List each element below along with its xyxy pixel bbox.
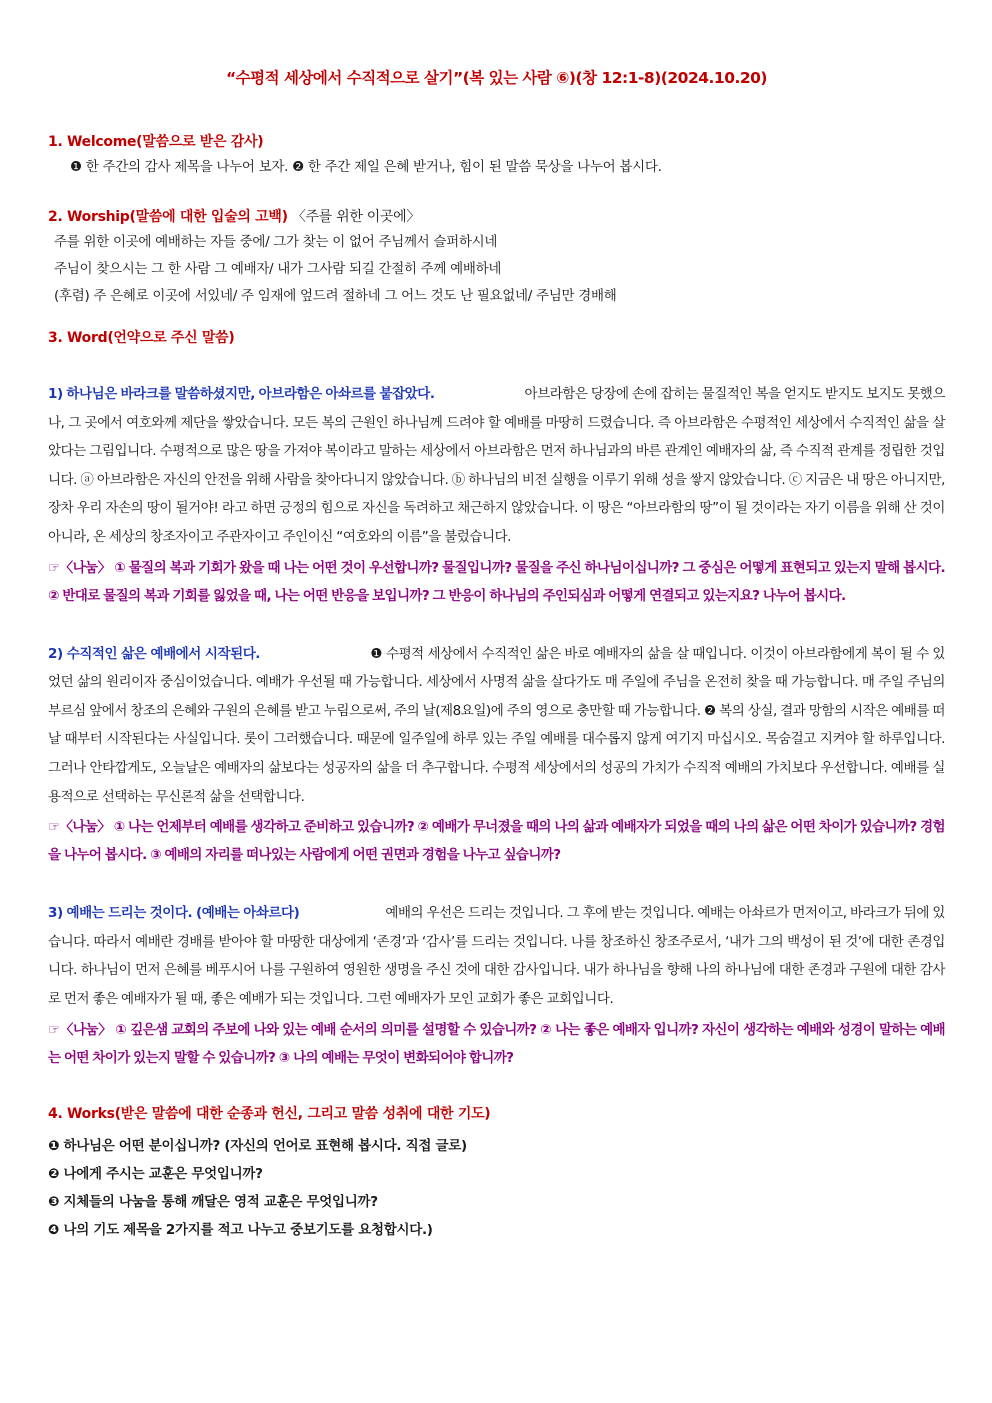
worship-lyric-line: 주를 위한 이곳에 예배하는 자들 중에/ 그가 찾는 이 없어 주님께서 슬퍼하시네 [54, 234, 498, 250]
works-item: ❷ 나에게 주시는 교훈은 무엇입니까? [48, 1165, 263, 1182]
point-paragraph [48, 899, 945, 1013]
word-point-2 [48, 640, 945, 870]
worship-lyric-line: (후렴) 주 은혜로 이곳에 서있네/ 주 임재에 엎드려 절하네 그 어느 것도 난 필요없네/ 주님만 경배해 [54, 288, 617, 304]
works-section [48, 1102, 945, 1244]
welcome-heading: 1. Welcome(말씀으로 받은 감사) [48, 134, 264, 150]
word-point-1 [48, 380, 945, 610]
works-item: ❶ 하나님은 어떤 분이십니까? (자신의 언어로 표현해 봅시다. 직접 글로) [48, 1137, 467, 1154]
works-item: ❸ 지체들의 나눔을 통해 깨달은 영적 교훈은 무엇입니까? [48, 1193, 378, 1210]
share-questions: ☞〈나눔〉 ① 물질의 복과 기회가 왔을 때 나는 어떤 것이 우선합니까? 물질입니까? 물질을 주신 하나님이십니까? 그 중심은 어떻게 표현되고 있는지 말해 봅시다. ② 반대로 물질의 복과 기회를 잃었을 때, 나는 어떤 반응을 보입니까? 그 반응이 하나님의 주인되심과 어떻게 연결되고 있는지요? 나누어 봅시다. [48, 559, 945, 604]
share-questions: ☞〈나눔〉 ① 나는 언제부터 예배를 생각하고 준비하고 있습니까? ② 예배가 무너졌을 때의 나의 삶과 예배자가 되었을 때의 나의 삶은 어떤 차이가 있습니까? 경험을 나누어 봅시다. ③ 예배의 자리를 떠나있는 사람에게 어떤 권면과 경험을 나누고 싶습니까? [48, 819, 945, 864]
point-paragraph [48, 380, 945, 552]
works-item: ❹ 나의 기도 제목을 2가지를 적고 나누고 중보기도를 요청합시다.) [48, 1221, 433, 1238]
point-subtitle: 2) 수직적인 삶은 예배에서 시작된다. [48, 645, 260, 662]
point-body: 아브라함은 당장에 손에 잡히는 물질적인 복을 얻지도 받지도 보지도 못했으나, 그 곳에서 여호와께 제단을 쌓았습니다. 모든 복의 근원인 하나님께 드려야 할 예배를 마땅히 드렸습니다. 즉 아브라함은 수평적인 세상에서 수직적인 삶을 살았다는 그림입니다. 수평적으로 많은 땅을 가져야 복이라고 말하는 세상에서 아브라함은 먼저 하나님과의 바른 관계인 예배자의 삶, 즉 수직적 관계를 정립한 것입니다. ⓐ 아브라함은 자신의 안전을 위해 사람을 찾아다니지 않았습니다. ⓑ 하나님의 비전 실행을 이루기 위해 성을 쌓지 않았습니다. ⓒ 지금은 내 땅은 아니지만, 장차 우리 자손의 땅이 될거야! 라고 하면 긍정의 힘으로 자신을 독려하고 채근하지 않았습니다. 이 땅은 “아브라함의 땅”이 될 것이라는 자기 이름을 위해 산 것이 아니라, 온 세상의 창조자이고 주관자이고 주인이신 “여호와의 이름”을 불렀습니다. [48, 386, 945, 545]
point-body: ❶ 수평적 세상에서 수직적인 삶은 바로 예배자의 삶을 살 때입니다. 이것이 아브라함에게 복이 될 수 있었던 삶의 원리이자 중심이었습니다. 예배가 우선될 때 가능합니다. 세상에서 사명적 삶을 살다가도 매 주일에 주님을 온전히 찾을 때 가능합니다. 매 주일 주님의 부르심 앞에서 창조의 은혜와 구원의 은혜를 받고 누림으로써, 주의 날(제8요일)에 주의 영으로 충만할 때 가능합니다. ❷ 복의 상실, 결과 망함의 시작은 예배를 떠날 때부터 시작된다는 사실입니다. 롯이 그러했습니다. 때문에 일주일에 하루 있는 주일 예배를 대수롭지 않게 여기지 마십시오. 목숨걸고 지켜야 할 하루입니다. 그러나 안타깝게도, 오늘날은 예배자의 삶보다는 성공자의 삶을 더 추구합니다. 수평적 세상에서의 성공의 가치가 수직적 예배의 가치보다 우선합니다. 예배를 실용적으로 선택하는 무신론적 삶을 선택합니다. [48, 645, 945, 805]
worship-heading [48, 205, 945, 229]
share-questions: ☞〈나눔〉 ① 깊은샘 교회의 주보에 나와 있는 예배 순서의 의미를 설명할 수 있습니까? ② 나는 좋은 예배자 입니까? 자신이 생각하는 예배와 성경이 말하는 예배는 어떤 차이가 있는지 말할 수 있습니까? ③ 나의 예배는 무엇이 변화되어야 합니까? [48, 1021, 945, 1066]
point-subtitle: 3) 예배는 드리는 것이다. (예배는 아솨르다) [48, 905, 300, 922]
point-paragraph [48, 640, 945, 812]
word-section [48, 326, 945, 1072]
works-heading: 4. Works(받은 말씀에 대한 순종과 헌신, 그리고 말씀 성취에 대한 기도) [48, 1105, 491, 1122]
welcome-section [48, 130, 945, 181]
point-body: 예배의 우선은 드리는 것입니다. 그 후에 받는 것입니다. 예배는 아솨르가 먼저이고, 바라크가 뒤에 있습니다. 따라서 예배란 경배를 받아야 할 마땅한 대상에게 ‘존경’과 ‘감사’를 드리는 것입니다. 나를 창조하신 창조주로서, ‘내가 그의 백성이 된 것’에 대한 존경입니다. 하나님이 먼저 은혜를 베푸시어 나를 구원하여 영원한 생명을 주신 것에 대한 감사입니다. 내가 하나님을 향해 나의 하나님에 대한 존경과 구원에 대한 감사로 먼저 좋은 예배자가 될 때, 좋은 예배가 되는 것입니다. 그런 예배자가 모인 교회가 좋은 교회입니다. [48, 905, 945, 1007]
bible-study-sheet [48, 66, 945, 1244]
point-subtitle: 1) 하나님은 바라크를 말씀하셨지만, 아브라함은 아솨르를 붙잡았다. [48, 386, 435, 402]
page-title: “수평적 세상에서 수직적으로 살기”(복 있는 사람 ⑥)(창 12:1-8)(2024.10.20) [225, 69, 768, 87]
welcome-line: ❶ 한 주간의 감사 제목을 나누어 보자. ❷ 한 주간 제일 은혜 받거나, 힘이 된 말씀 묵상을 나누어 봅시다. [70, 159, 662, 175]
worship-lyric-line: 주님이 찾으시는 그 한 사람 그 예배자/ 내가 그사람 되길 간절히 주께 예배하네 [54, 261, 502, 277]
word-heading: 3. Word(언약으로 주신 말씀) [48, 330, 235, 346]
worship-section [48, 205, 945, 310]
worship-heading-text: 2. Worship(말씀에 대한 입술의 고백) [48, 209, 288, 225]
worship-song-title: 〈주를 위한 이곳에〉 [287, 209, 421, 225]
word-point-3 [48, 899, 945, 1071]
